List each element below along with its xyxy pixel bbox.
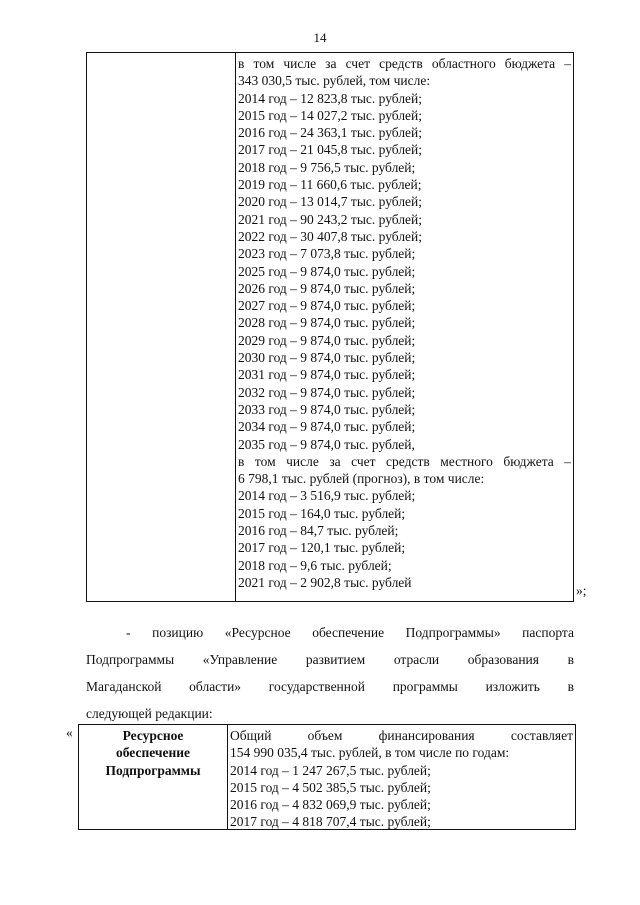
table-line: 2028 год – 9 874,0 тыс. рублей; <box>238 315 416 331</box>
table-line: Общий объем финансирования составляет <box>230 728 573 743</box>
table-line: 2017 год – 120,1 тыс. рублей; <box>238 540 406 556</box>
table-line: в том числе за счет средств областного бюджета – <box>238 56 571 71</box>
header-line: Ресурсное <box>122 728 184 743</box>
table-line: 2018 год – 9,6 тыс. рублей; <box>238 557 392 573</box>
table-line: 2026 год – 9 874,0 тыс. рублей; <box>238 280 416 296</box>
table-value-cell <box>228 725 575 829</box>
table-line: 2025 год – 9 874,0 тыс. рублей; <box>238 263 416 279</box>
table-left-cell <box>87 53 236 601</box>
opening-quote-mark: « <box>66 725 73 740</box>
table-line: 2014 год – 12 823,8 тыс. рублей; <box>238 90 423 106</box>
table-right-cell <box>236 53 573 601</box>
header-line: обеспечение <box>115 745 191 761</box>
table-line: 2027 год – 9 874,0 тыс. рублей; <box>238 298 416 314</box>
paragraph-line: Подпрограммы «Управление развитием отрасли образования в <box>86 652 574 667</box>
table-line: 2029 год – 9 874,0 тыс. рублей; <box>238 332 416 348</box>
table-line: 2015 год – 14 027,2 тыс. рублей; <box>238 107 423 123</box>
funding-table-continued <box>86 52 574 602</box>
page-number: 14 <box>313 30 327 45</box>
table-line: 2030 год – 9 874,0 тыс. рублей; <box>238 350 416 366</box>
table-header-cell <box>79 725 228 829</box>
table-line: 2021 год – 90 243,2 тыс. рублей; <box>238 211 423 227</box>
table-line: 2015 год – 4 502 385,5 тыс. рублей; <box>230 779 431 795</box>
paragraph-line: следующей редакции: <box>86 706 213 721</box>
table-line: 2016 год – 24 363,1 тыс. рублей; <box>238 125 423 141</box>
table-line: 2020 год – 13 014,7 тыс. рублей; <box>238 194 423 210</box>
paragraph-line: Магаданской области» государственной программы изложить в <box>86 679 574 694</box>
table-line: 2032 год – 9 874,0 тыс. рублей; <box>238 384 416 400</box>
table-line: 2035 год – 9 874,0 тыс. рублей, <box>238 436 415 452</box>
table-line: 2021 год – 2 902,8 тыс. рублей <box>238 574 412 590</box>
table-line: 154 990 035,4 тыс. рублей, в том числе по годам: <box>230 745 510 761</box>
table-line: 2023 год – 7 073,8 тыс. рублей; <box>238 246 416 262</box>
table-line: 343 030,5 тыс. рублей, том числе: <box>238 73 431 89</box>
table-line: 6 798,1 тыс. рублей (прогноз), в том числе: <box>238 471 485 487</box>
table-line: в том числе за счет средств местного бюджета – <box>238 453 571 469</box>
table-line: 2017 год – 21 045,8 тыс. рублей; <box>238 142 423 158</box>
table-line: 2033 год – 9 874,0 тыс. рублей; <box>238 401 416 417</box>
table-line: 2016 год – 84,7 тыс. рублей; <box>238 523 399 539</box>
resource-provision-table <box>78 724 576 830</box>
table-line: 2014 год – 1 247 267,5 тыс. рублей; <box>230 762 431 778</box>
table-line: 2016 год – 4 832 069,9 тыс. рублей; <box>230 797 431 813</box>
paragraph-line: - позицию «Ресурсное обеспечение Подпрограммы» паспорта <box>126 625 574 640</box>
header-line: Подпрограммы <box>105 762 201 778</box>
table-line: 2031 год – 9 874,0 тыс. рублей; <box>238 367 416 383</box>
closing-quote-mark: »; <box>576 583 587 598</box>
table-line: 2017 год – 4 818 707,4 тыс. рублей; <box>230 814 431 830</box>
table-line: 2022 год – 30 407,8 тыс. рублей; <box>238 228 423 244</box>
table-line: 2018 год – 9 756,5 тыс. рублей; <box>238 159 416 175</box>
table-line: 2034 год – 9 874,0 тыс. рублей; <box>238 419 416 435</box>
table-line: 2015 год – 164,0 тыс. рублей; <box>238 505 406 521</box>
table-line: 2019 год – 11 660,6 тыс. рублей; <box>238 177 422 193</box>
table-line: 2014 год – 3 516,9 тыс. рублей; <box>238 488 416 504</box>
instruction-paragraph <box>86 619 574 727</box>
